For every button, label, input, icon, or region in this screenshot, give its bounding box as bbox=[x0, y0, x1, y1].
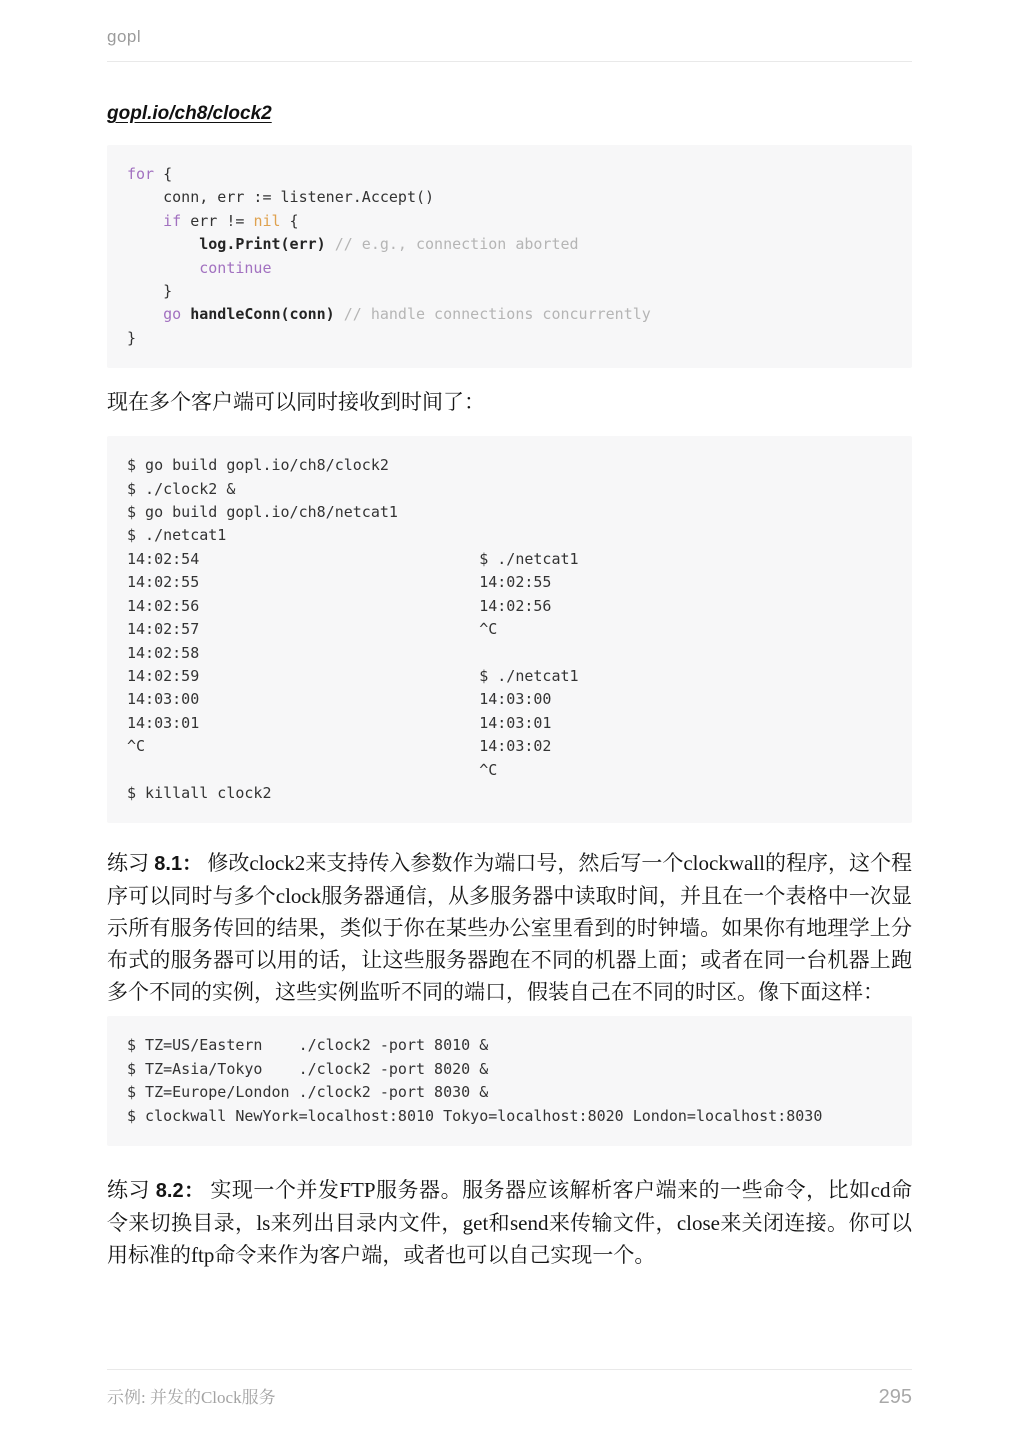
site-brand: gopl bbox=[107, 27, 142, 46]
exercise-8-1-text: 修改clock2来支持传入参数作为端口号，然后写一个clockwall的程序，这个程序可以同时与多个clock服务器通信，从多服务器中读取时间，并且在一个表格中一次显示所有服务传回的结果，类似于你在某些办公室里看到的时钟墙。如果你有地理学上分布式的服务器可以用的话，让这些服务器跑在不同的机器上面；或者在同一台机器上跑多个不同的实例，这些实例监听不同的端口，假装自己在不同的时区。像下面这样： bbox=[107, 851, 912, 1005]
exercise-8-1-label-number: 8.1： bbox=[154, 853, 203, 876]
exercise-8-1-paragraph bbox=[107, 847, 912, 1008]
exercise-8-2-label-number: 8.2： bbox=[155, 1179, 205, 1202]
footer-page-number: 295 bbox=[878, 1386, 912, 1408]
terminal-session-block: $ go build gopl.io/ch8/clock2 $ ./clock2 & $ go build gopl.io/ch8/netcat1 $ ./netcat1 14:02:54 $ ./netcat1 14:02:55 14:02:55 14:02:56 14:02:56 14:02:57 ^C 14:02:58 14:02:59 $ ./netcat1 14:03:00 14:03:00 14:03:01 14:03:01 ^C 14:03:02 ^C $ killall clock2 bbox=[107, 436, 912, 823]
clockwall-commands-block: $ TZ=US/Eastern ./clock2 -port 8010 & $ TZ=Asia/Tokyo ./clock2 -port 8020 & $ TZ=Europe/London ./clock2 -port 8030 & $ clockwall NewYork=localhost:8010 Tokyo=localhost:8020 London=localhost:8030 bbox=[107, 1016, 912, 1146]
footer-section-title: 示例: 并发的Clock服务 bbox=[107, 1388, 276, 1407]
exercise-8-2-label-prefix: 练习 bbox=[107, 1177, 156, 1202]
intro-paragraph: 现在多个客户端可以同时接收到时间了： bbox=[107, 390, 485, 415]
exercise-8-2-text: 实现一个并发FTP服务器。服务器应该解析客户端来的一些命令，比如cd命令来切换目录，ls来列出目录内文件，get和send来传输文件，close来关闭连接。你可以用标准的ftp命令来作为客户端，或者也可以自己实现一个。 bbox=[107, 1177, 912, 1267]
exercise-8-1-label-prefix: 练习 bbox=[107, 851, 155, 876]
go-code-block: for { conn, err := listener.Accept() if err != nil { log.Print(err) // e.g., connection aborted continue } go handleConn(conn) // handle connections concurrently } bbox=[107, 145, 912, 368]
page-footer bbox=[107, 1369, 912, 1409]
source-path-link[interactable]: gopl.io/ch8/clock2 bbox=[107, 103, 272, 124]
page-header bbox=[107, 0, 912, 62]
exercise-8-2-paragraph bbox=[107, 1174, 912, 1271]
